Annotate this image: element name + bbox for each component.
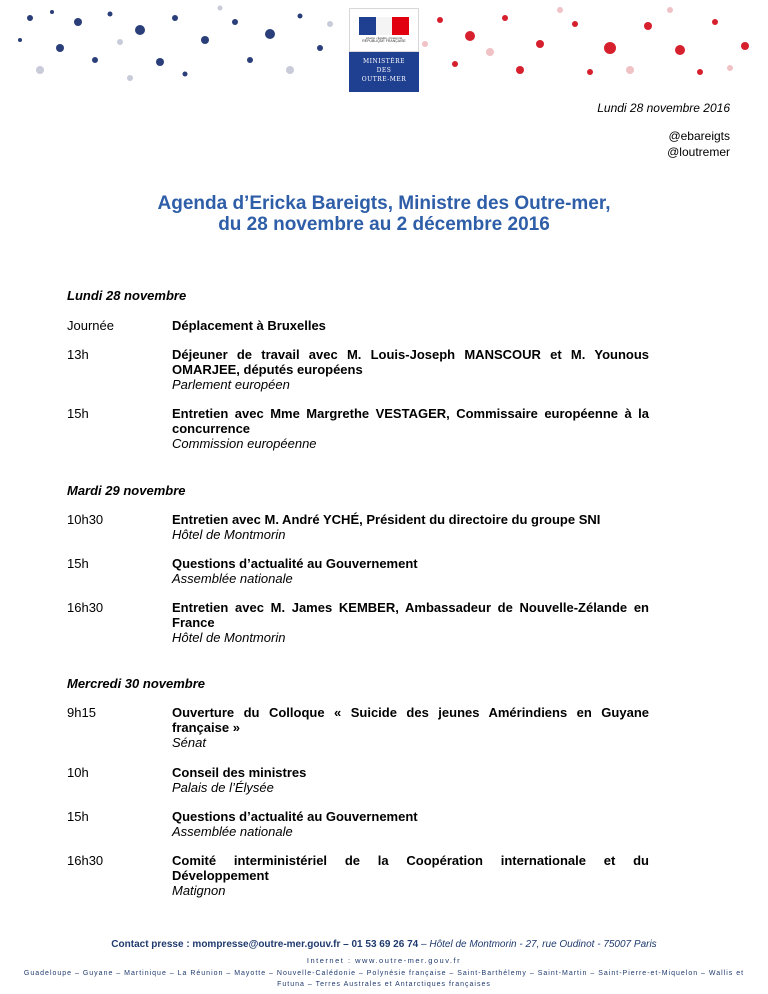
- entry-time: 16h30: [67, 853, 104, 868]
- entry-title: Questions d’actualité au Gouvernement: [172, 556, 418, 571]
- entry-time: 15h: [67, 809, 89, 824]
- day-heading: Lundi 28 novembre: [67, 288, 187, 303]
- french-flag-icon: [359, 17, 409, 35]
- logo-ministry-name: MINISTÈRE DES OUTRE-MER: [349, 52, 419, 92]
- footer-territories: Guadeloupe – Guyane – Martinique – La Réunion – Mayotte – Nouvelle-Calédonie – Polynésie française – Saint-Barthélemy – Saint-Martin – Saint-Pierre-et-Miquelon – Wallis et Futuna – Terres Australes et Antarctiques françaises: [23, 970, 745, 988]
- entry-title: Entretien avec M. James KEMBER, Ambassadeur de Nouvelle-Zélande en France: [172, 600, 649, 630]
- press-contact: Contact presse : mompresse@outre-mer.gouv.fr – 01 53 69 26 74: [111, 939, 419, 950]
- entry-location: Commission européenne: [172, 436, 317, 451]
- entry-time: 10h30: [67, 512, 104, 527]
- entry-location: Assemblée nationale: [172, 571, 293, 586]
- day-heading: Mardi 29 novembre: [67, 483, 186, 498]
- entry-location: Hôtel de Montmorin: [172, 527, 286, 542]
- entry-location: Matignon: [172, 883, 226, 898]
- entry-time: 13h: [67, 347, 89, 362]
- entry-time: Journée: [67, 318, 114, 333]
- entry-location: Palais de l’Élysée: [172, 780, 274, 795]
- entry-location: Assemblée nationale: [172, 824, 293, 839]
- entry-title: Entretien avec Mme Margrethe VESTAGER, Commissaire européenne à la concurrence: [172, 406, 649, 436]
- entry-time: 9h15: [67, 705, 96, 720]
- footer-internet: Internet : www.outre-mer.gouv.fr: [306, 956, 462, 965]
- twitter-handle: @ebareigts: [668, 129, 730, 143]
- ministry-logo: [349, 8, 419, 92]
- entry-time: 15h: [67, 556, 89, 571]
- marianne-logo: [349, 8, 419, 52]
- entry-time: 10h: [67, 765, 89, 780]
- entry-title: Ouverture du Colloque « Suicide des jeunes Amérindiens en Guyane française »: [172, 705, 649, 735]
- entry-title: Déjeuner de travail avec M. Louis-Joseph MANSCOUR et M. Younous OMARJEE, députés européens: [172, 347, 649, 377]
- entry-title: Déplacement à Bruxelles: [172, 318, 326, 333]
- entry-title: Entretien avec M. André YCHÉ, Président du directoire du groupe SNI: [172, 512, 601, 527]
- logo-republic: RÉPUBLIQUE FRANÇAISE: [362, 38, 406, 43]
- document-date: Lundi 28 novembre 2016: [597, 101, 730, 115]
- twitter-handle: @loutremer: [667, 145, 730, 159]
- entry-time: 15h: [67, 406, 89, 421]
- page-title: Agenda d’Ericka Bareigts, Ministre des Outre-mer, du 28 novembre au 2 décembre 2016: [157, 193, 611, 235]
- entry-time: 16h30: [67, 600, 104, 615]
- entry-title: Comité interministériel de la Coopération internationale et du Développement: [172, 853, 649, 883]
- entry-title: Questions d’actualité au Gouvernement: [172, 809, 418, 824]
- logo-motto: Liberté • Égalité • Fraternité: [365, 35, 403, 40]
- entry-location: Hôtel de Montmorin: [172, 630, 286, 645]
- footer-contact: Contact presse : mompresse@outre-mer.gouv.fr – 01 53 69 26 74 – Hôtel de Montmorin - 27, rue Oudinot - 75007 Paris: [111, 939, 657, 950]
- entry-title: Conseil des ministres: [172, 765, 307, 780]
- social-handles: [667, 128, 730, 160]
- day-heading: Mercredi 30 novembre: [67, 676, 206, 691]
- entry-location: Sénat: [172, 735, 206, 750]
- footer-address: Hôtel de Montmorin - 27, rue Oudinot - 75007 Paris: [429, 939, 657, 950]
- entry-location: Parlement européen: [172, 377, 290, 392]
